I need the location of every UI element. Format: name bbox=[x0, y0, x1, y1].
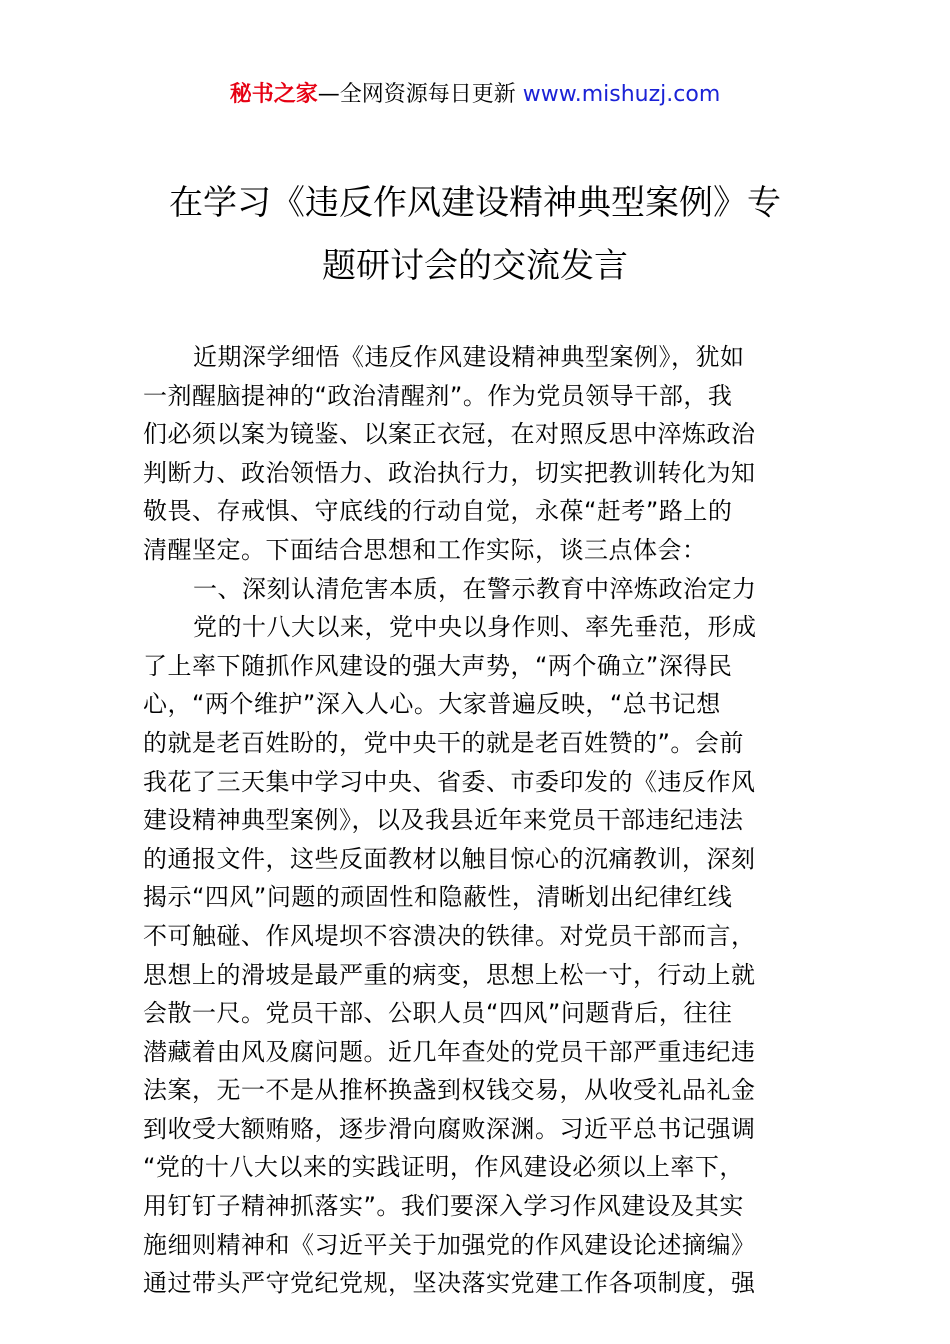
body-line: 们必须以案为镜鉴、以案正衣冠，在对照反思中淬炼政治 bbox=[143, 420, 756, 449]
body-line: 不可触碰、作风堤坝不容溃决的铁律。对党员干部而言， bbox=[143, 921, 756, 950]
body-line: 清醒坚定。下面结合思想和工作实际，谈三点体会： bbox=[143, 535, 707, 564]
title-line: 题研讨会的交流发言 bbox=[322, 246, 628, 286]
site-header bbox=[0, 80, 950, 110]
body-line: 思想上的滑坡是最严重的病变，思想上松一寸，行动上就 bbox=[143, 960, 756, 989]
site-url-link[interactable]: www.mishuzj.com bbox=[522, 82, 721, 107]
body-line: 的就是老百姓盼的，党中央干的就是老百姓赞的”。会前 bbox=[143, 728, 744, 757]
title-line: 在学习《违反作风建设精神典型案例》专 bbox=[169, 183, 781, 223]
body-line: 一、深刻认清危害本质，在警示教育中淬炼政治定力 bbox=[193, 574, 757, 603]
site-tagline: —全网资源每日更新 bbox=[317, 82, 523, 107]
document-title bbox=[140, 172, 810, 298]
body-line: 了上率下随抓作风建设的强大声势，“两个确立”深得民 bbox=[143, 651, 733, 680]
body-line: 用钉钉子精神抓落实”。我们要深入学习作风建设及其实 bbox=[143, 1192, 744, 1221]
body-line: 党的十八大以来，党中央以身作则、率先垂范，形成 bbox=[193, 613, 757, 642]
body-line: 心，“两个维护”深入人心。大家普遍反映，“总书记想 bbox=[143, 690, 721, 719]
body-line: 通过带头严守党纪党规，坚决落实党建工作各项制度，强 bbox=[143, 1269, 756, 1298]
body-line: 判断力、政治领悟力、政治执行力，切实把教训转化为知 bbox=[143, 458, 756, 487]
body-line: 建设精神典型案例》，以及我县近年来党员干部违纪违法 bbox=[143, 806, 744, 835]
body-line: 到收受大额贿赂，逐步滑向腐败深渊。习近平总书记强调 bbox=[143, 1114, 756, 1143]
body-line: 施细则精神和《习近平关于加强党的作风建设论述摘编》 bbox=[143, 1230, 756, 1259]
body-line: 我花了三天集中学习中央、省委、市委印发的《违反作风 bbox=[143, 767, 756, 796]
site-brand: 秘书之家 bbox=[229, 82, 318, 107]
body-line: 揭示“四风”问题的顽固性和隐蔽性，清晰划出纪律红线 bbox=[143, 883, 733, 912]
document-body bbox=[143, 338, 807, 1303]
body-line: 会散一尺。党员干部、公职人员“四风”问题背后，往往 bbox=[143, 999, 733, 1028]
body-line: 潜藏着由风及腐问题。近几年查处的党员干部严重违纪违 bbox=[143, 1037, 756, 1066]
body-line: 一剂醒脑提神的“政治清醒剂”。作为党员领导干部，我 bbox=[143, 381, 733, 410]
body-line: 的通报文件，这些反面教材以触目惊心的沉痛教训，深刻 bbox=[143, 844, 756, 873]
body-line: “党的十八大以来的实践证明，作风建设必须以上率下， bbox=[143, 1153, 744, 1182]
body-line: 近期深学细悟《违反作风建设精神典型案例》，犹如 bbox=[193, 343, 745, 371]
body-line: 敬畏、存戒惧、守底线的行动自觉，永葆“赶考”路上的 bbox=[143, 497, 733, 526]
body-line: 法案，无一不是从推杯换盏到权钱交易，从收受礼品礼金 bbox=[143, 1076, 756, 1105]
